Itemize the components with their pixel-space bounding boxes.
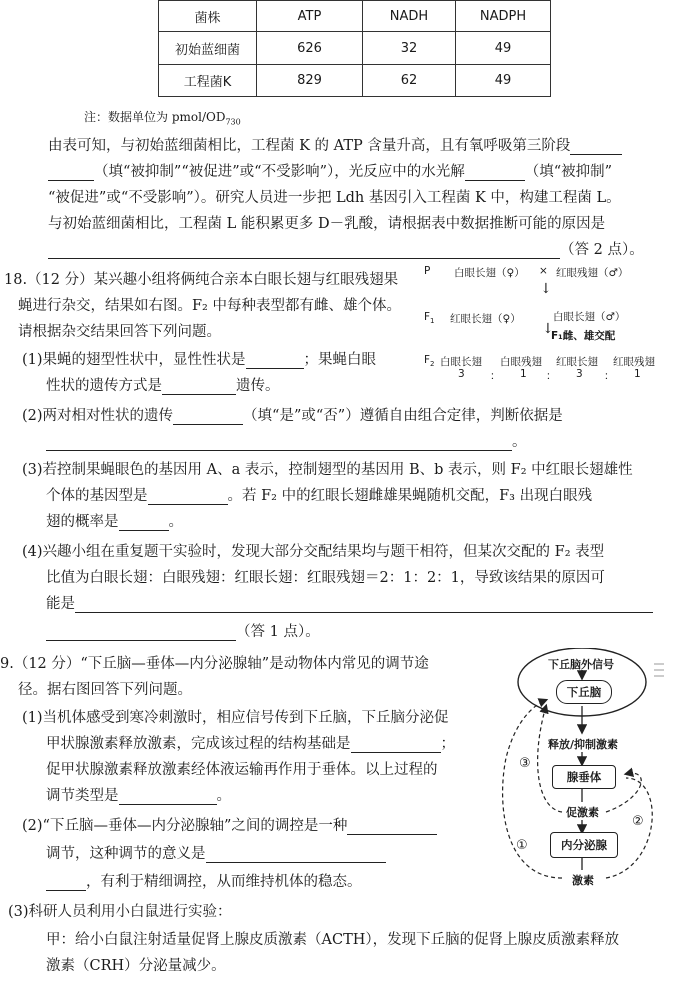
answer-blank[interactable]	[48, 166, 94, 181]
q19-p1-line4: 调节类型是 。	[46, 788, 231, 804]
q19-text: 甲状腺激素释放激素，完成该过程的结构基础是	[46, 736, 351, 752]
answer-blank[interactable]	[46, 876, 86, 891]
q18-p3-line3: 翅的概率是 。	[46, 514, 183, 530]
f2-phenotype: 白眼残翅	[500, 356, 542, 368]
q18-text: 翅的概率是	[46, 514, 119, 530]
q17-text: （填“被抑制”“被促进”或“不受影响”），光反应中的水光解	[94, 164, 465, 180]
q17-text: （答 2 点）。	[560, 242, 644, 258]
q17-line1	[48, 134, 622, 155]
table-header: NADH	[363, 1, 456, 32]
q18-text: 个体的基因型是	[46, 488, 148, 504]
table-header: ATP	[257, 1, 363, 32]
p-male: 红眼残翅（♂）	[556, 267, 629, 279]
answer-blank[interactable]	[465, 166, 525, 181]
q19-text: 调节类型是	[46, 788, 119, 804]
q18-text: （填“是”或“否”）遵循自由组合定律，判断依据是	[243, 408, 563, 424]
q19-p2-line2	[46, 842, 386, 863]
table-cell: 初始蓝细菌	[159, 32, 257, 65]
q19-p2-line1	[22, 814, 437, 835]
tropic-hormone-label: 促激素	[566, 806, 599, 819]
table-cell: 32	[363, 32, 456, 65]
q18-stem-line1: 18.（12 分）某兴趣小组将俩纯合亲本白眼长翅与红眼残翅果	[4, 272, 399, 288]
answer-blank[interactable]	[119, 516, 169, 531]
table-note-text: 注：数据单位为 pmol/OD	[84, 110, 226, 124]
q17-line2	[48, 160, 612, 181]
ratio-value: 3	[458, 368, 465, 380]
q19-text: 调节，这种调节的意义是	[46, 846, 206, 862]
ratio-value: 1	[634, 368, 641, 380]
q18-p4-line3	[46, 592, 653, 613]
q18-text: 性状的遗传方式是	[46, 378, 162, 394]
q17-line3: “被促进”或“不受影响”）。研究人员进一步把 Ldh 基因引入工程菌 K 中，构建工程菌 L。	[48, 190, 621, 206]
table-header: NADPH	[456, 1, 551, 32]
generation-p: P	[424, 265, 431, 277]
ratio-colon: ：	[546, 370, 557, 382]
table-cell: 49	[456, 32, 551, 65]
table-header-row	[159, 1, 551, 32]
hormone-label: 激素	[572, 874, 594, 887]
answer-blank[interactable]	[173, 410, 243, 425]
q19-p3-heading: (3)科研人员利用小白鼠进行实验：	[8, 904, 232, 920]
q17-text: 由表可知，与初始蓝细菌相比，工程菌 K 的 ATP 含量升高，且有氧呼吸第三阶段	[48, 138, 571, 154]
marker-1: ①	[516, 838, 528, 853]
ratio-colon: ：	[604, 370, 615, 382]
endocrine-gland-box: 内分泌腺	[550, 832, 618, 858]
q19-p1-line3: 促甲状腺激素释放激素经体液运输再作用于垂体。以上过程的	[46, 762, 438, 778]
q18-text: (1)果蝇的翅型性状中，显性性状是	[22, 352, 246, 368]
p-female: 白眼长翅（♀）	[454, 267, 525, 279]
table-row	[159, 65, 551, 97]
q19-p3-line1: 甲：给小白鼠注射适量促肾上腺皮质激素（ACTH），发现下丘脑的促肾上腺皮质激素释放	[46, 932, 620, 948]
q17-line4: 与初始蓝细菌相比，工程菌 L 能积累更多 D－乳酸，请根据表中数据推断可能的原因是	[48, 216, 606, 232]
q18-p3-line1: (3)若控制果蝇眼色的基因用 A、a 表示，控制翅型的基因用 B、b 表示，则 F₂ 中红眼长翅雄性	[22, 462, 633, 478]
hypothalamus-box: 下丘脑	[556, 680, 612, 704]
generation-f1: $F_1$	[424, 311, 435, 326]
answer-blank[interactable]	[46, 626, 236, 641]
gen-label: F	[424, 311, 431, 323]
q18-text: ；果蝇白眼	[303, 352, 377, 368]
answer-blank[interactable]	[48, 244, 560, 259]
f1-male: 白眼长翅（♂）	[553, 311, 626, 323]
q18-text: （答 1 点）。	[236, 624, 320, 640]
q18-stem-line2: 蝇进行杂交，结果如右图。F₂ 中每种表型都有雌、雄个体。	[18, 298, 401, 314]
ratio-value: 3	[576, 368, 583, 380]
q19-text: ，有利于精细调控，从而维持机体的稳态。	[86, 874, 362, 890]
q18-p1-line1	[22, 348, 376, 369]
table-cell: 工程菌K	[159, 65, 257, 97]
q18-text: 能是	[46, 596, 75, 612]
cross-symbol: ×	[539, 265, 548, 277]
q19-stem-line2: 径。据右图回答下列问题。	[18, 682, 192, 698]
f1-female: 红眼长翅（♀）	[450, 313, 521, 325]
generation-f2: $F_2$	[424, 354, 435, 369]
feedback-arrow-3	[538, 706, 562, 812]
answer-blank[interactable]	[246, 354, 304, 369]
table-cell: 49	[456, 65, 551, 97]
table-header: 菌株	[159, 1, 257, 32]
q18-p3-line2	[46, 484, 592, 505]
q17-line5	[48, 238, 644, 259]
data-table	[158, 0, 551, 97]
q19-text: (2)“下丘脑—垂体—内分泌腺轴”之间的调控是一种	[22, 818, 348, 834]
f2-phenotype: 红眼残翅	[613, 356, 655, 368]
answer-blank[interactable]	[46, 436, 512, 451]
q18-text: 遗传。	[236, 378, 280, 394]
q19-stem-line1: 9.（12 分）“下丘脑—垂体—内分泌腺轴”是动物体内常见的调节途	[0, 656, 429, 672]
gen-label: F	[424, 354, 431, 366]
arrow-down-icon: ↓	[542, 321, 554, 337]
marker-2: ②	[632, 814, 644, 829]
table-note-sub: 730	[225, 117, 241, 127]
q19-text: ；	[440, 736, 455, 752]
q17-text: （填“被抑制”	[524, 164, 613, 180]
q18-p2-line1	[22, 404, 563, 425]
f2-phenotype: 红眼长翅	[556, 356, 598, 368]
ratio-colon: ：	[490, 370, 501, 382]
table-note	[84, 108, 241, 126]
q19-p1-line2	[46, 732, 455, 753]
answer-blank[interactable]	[347, 820, 437, 835]
q19-p1-line1: (1)当机体感受到寒冷刺激时，相应信号传到下丘脑，下丘脑分泌促	[22, 710, 449, 726]
answer-blank[interactable]	[119, 790, 217, 805]
q19-p2-line3	[46, 870, 362, 891]
marker-3: ③	[519, 756, 531, 771]
table-cell: 62	[363, 65, 456, 97]
answer-blank[interactable]	[351, 738, 441, 753]
q18-text: (2)两对相对性状的遗传	[22, 408, 174, 424]
answer-blank[interactable]	[206, 848, 386, 863]
table-cell: 626	[257, 32, 363, 65]
q18-p4-line2: 比值为白眼长翅：白眼残翅：红眼长翅：红眼残翅＝2：1：2：1，导致该结果的原因可	[46, 570, 605, 586]
answer-blank[interactable]	[162, 380, 236, 395]
answer-blank[interactable]	[148, 490, 228, 505]
table-row	[159, 32, 551, 65]
q19-p3-line2: 激素（CRH）分泌量减少。	[46, 958, 226, 974]
answer-blank[interactable]	[570, 140, 622, 155]
outer-signal-label: 下丘脑外信号	[548, 658, 614, 671]
q18-p4-line1: (4)兴趣小组在重复题干实验时，发现大部分交配结果均与题干相符，但某次交配的 F₂ 表型	[22, 544, 605, 560]
q18-p1-line2	[46, 374, 280, 395]
ratio-value: 1	[520, 368, 527, 380]
f2-phenotype: 白眼长翅	[440, 356, 482, 368]
answer-blank[interactable]	[75, 598, 653, 613]
q18-stem-line3: 请根据杂交结果回答下列问题。	[18, 324, 221, 340]
q18-text: 。若 F₂ 中的红眼长翅雌雄果蝇随机交配，F₃ 出现白眼残	[227, 488, 593, 504]
pituitary-box: 腺垂体	[552, 765, 616, 789]
q18-p4-line4	[46, 620, 320, 641]
arrow-down-icon: ↓	[540, 281, 552, 297]
table-cell: 829	[257, 65, 363, 97]
f1-mating-note: F₁雌、雄交配	[551, 330, 616, 342]
q18-p2-line2: 。	[46, 430, 527, 451]
release-hormone-label: 释放/抑制激素	[548, 738, 619, 751]
